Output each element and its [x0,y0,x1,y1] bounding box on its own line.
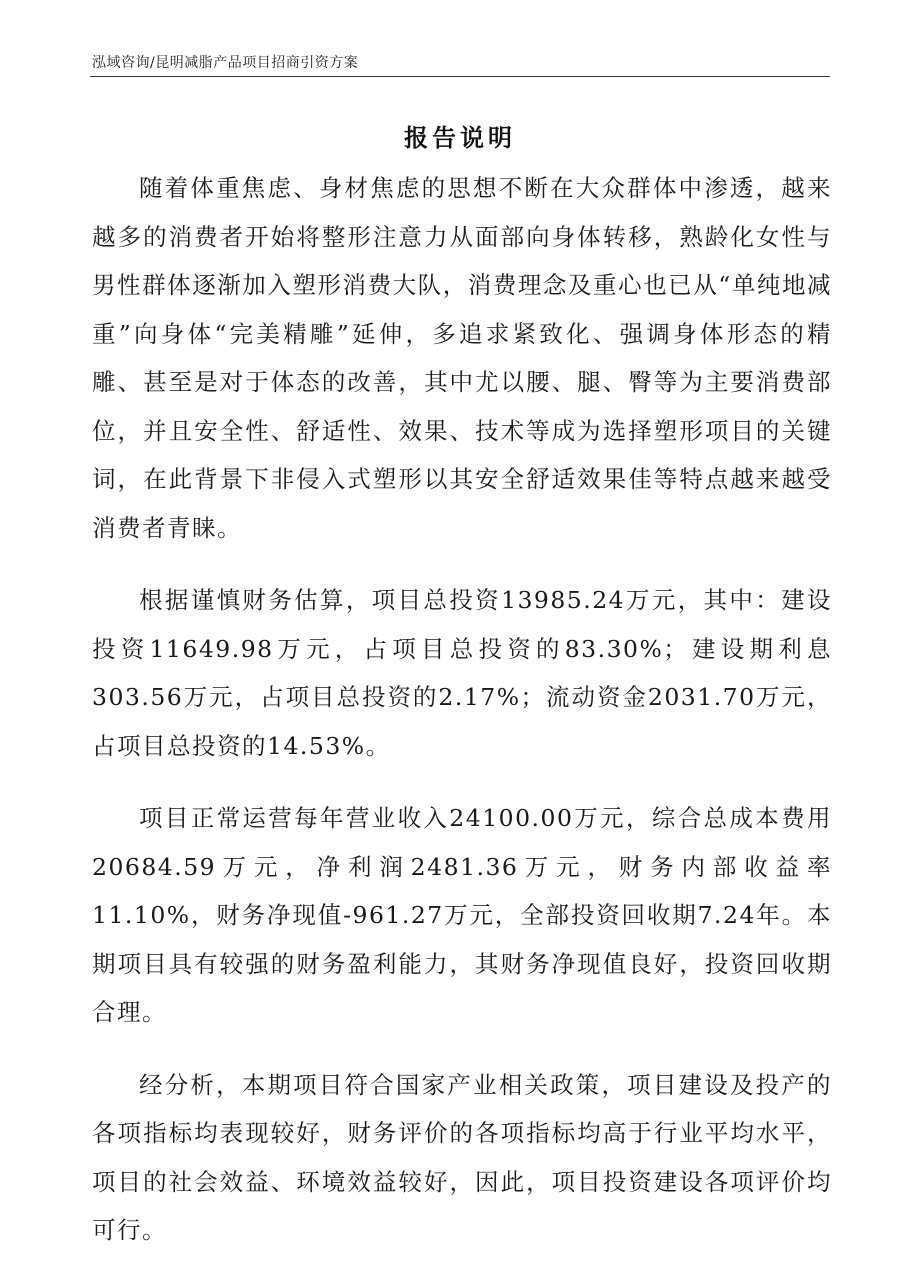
page-title: 报告说明 [404,123,516,152]
paragraph-investment: 根据谨慎财务估算，项目总投资13985.24万元，其中：建设投资11649.98万元，占项目总投资的83.30%；建设期利息303.56万元，占项目总投资的2.17%；流动资金2031.70万元，占项目总投资的14.53%。 [92,586,832,760]
paragraph-background: 随着体重焦虑、身材焦虑的思想不断在大众群体中渗透，越来越多的消费者开始将整形注意力从面部向身体转移，熟龄化女性与男性群体逐渐加入塑形消费大队，消费理念及重心也已从“单纯地减重”向身体“完美精雕”延伸，多追求紧致化、强调身体形态的精雕、甚至是对于体态的改善，其中尤以腰、腿、臀等为主要消费部位，并且安全性、舒适性、效果、技术等成为选择塑形项目的关键词，在此背景下非侵入式塑形以其安全舒适效果佳等特点越来越受消费者青睐。 [92,174,832,542]
report-body [92,164,832,1279]
header-divider [90,76,830,77]
paragraph-financials: 项目正常运营每年营业收入24100.00万元，综合总成本费用20684.59万元，净利润2481.36万元，财务内部收益率11.10%，财务净现值-961.27万元，全部投资回收期7.24年。本期项目具有较强的财务盈利能力，其财务净现值良好，投资回收期合理。 [92,804,832,1026]
running-header: 泓域咨询/昆明减脂产品项目招商引资方案 [92,55,359,71]
paragraph-conclusion: 经分析，本期项目符合国家产业相关政策，项目建设及投产的各项指标均表现较好，财务评价的各项指标均高于行业平均水平，项目的社会效益、环境效益较好，因此，项目投资建设各项评价均可行。 [92,1070,832,1244]
